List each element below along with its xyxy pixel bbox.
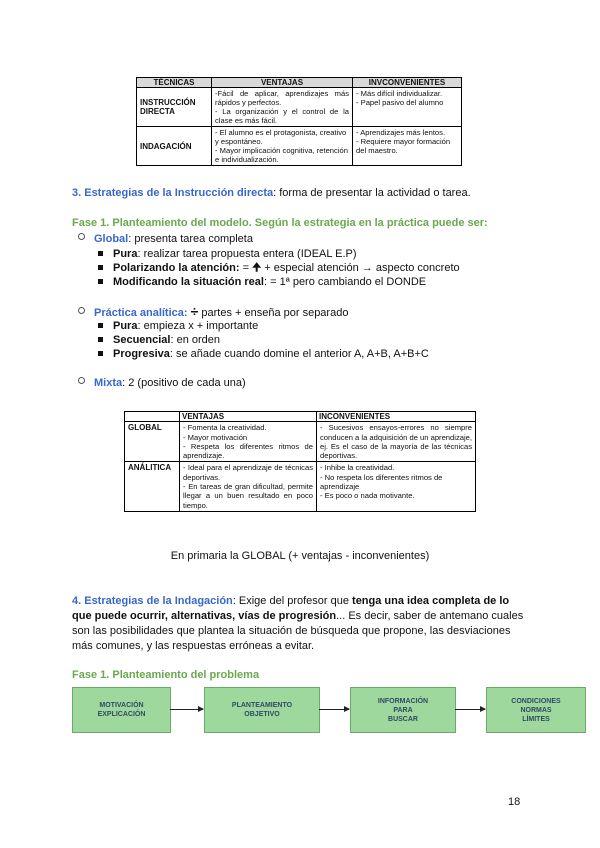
table1-cell-inconvenientes (353, 88, 462, 127)
list-item: Pura: empieza x + importante (98, 320, 258, 333)
global-bullet (78, 233, 253, 246)
cell-line: -Fácil de aplicar, aprendizajes más rápidos y perfectos. (215, 89, 349, 107)
table1-cell-ventajas (212, 88, 353, 127)
fase1-modelo-heading: Fase 1. Planteamiento del modelo. Según la estrategia en la práctica puede ser: (72, 217, 488, 229)
flow-box-condiciones: CONDICIONES NORMAS LÍMITES (486, 687, 586, 733)
flow-arrow-icon (170, 709, 203, 710)
list-item: Modificando la situación real: = 1ª pero cambiando el DONDE (98, 276, 426, 289)
cell-line: - Mayor motivación (183, 432, 248, 442)
table2-cell-inconvenientes (317, 462, 476, 511)
table1-row-name: INDAGACIÓN (137, 127, 212, 166)
list-item: Progresiva: se añade cuando domine el anterior A, A+B, A+B+C (98, 348, 429, 361)
square-bullet-icon (98, 337, 103, 342)
page-number: 18 (508, 796, 521, 808)
section3-heading (72, 187, 471, 200)
table-row (137, 88, 462, 127)
global-text: : presenta tarea completa (128, 233, 253, 245)
global-label: Global (94, 233, 129, 245)
analitica-label: Práctica analítica: (94, 307, 188, 319)
list-item: Pura: realizar tarea propuesta entera (IDEAL E.P) (98, 248, 357, 261)
cell-line: - Respeta los diferentes ritmos de aprendizaje. (183, 441, 313, 461)
cell-line: - Es poco o nada motivante. (320, 491, 415, 501)
table2-header-inconvenientes: INCONVENIENTES (317, 412, 476, 422)
table1-header-tecnicas: TÉCNICAS (137, 78, 212, 88)
list-item: Secuencial: en orden (98, 334, 220, 347)
table2-header-ventajas: VENTAJAS (180, 412, 317, 422)
table-row (137, 127, 462, 166)
cell-line: - Sucesivos ensayos-errores no siempre conducen a la adquisición de un aprendizaje, ej. Es el caso de la mayoría de las técnicas deportivas. (320, 423, 472, 461)
global-vs-analitica-table (124, 411, 476, 512)
divide-icon: ÷ (190, 303, 199, 319)
table2-cell-ventajas (180, 422, 317, 462)
cell-line: - En tareas de gran dificultad, permite llegar a un buen resultado en poco tiempo. (183, 482, 313, 510)
cell-line: - La organización y el control de la clase es más fácil. (215, 107, 349, 125)
square-bullet-icon (98, 279, 103, 284)
mixta-text: : 2 (positivo de cada una) (122, 377, 246, 389)
cell-line: - Papel pasivo del alumno (356, 98, 444, 107)
cell-line: - Más difícil individualizar. (356, 89, 443, 98)
table1-row-name: INSTRUCCIÓN DIRECTA (137, 88, 212, 127)
flow-box-planteamiento: PLANTEAMIENTO OBJETIVO (204, 687, 320, 733)
fase1-problema-heading: Fase 1. Planteamiento del problema (72, 669, 260, 681)
cell-line: - El alumno es el protagonista, creativo y espontáneo. (215, 128, 347, 146)
cell-line: - Inhibe la creatividad. (320, 463, 395, 473)
table2-header-empty (125, 412, 180, 422)
table1-cell-inconvenientes (353, 127, 462, 166)
table2-cell-ventajas (180, 462, 317, 511)
mixta-label: Mixta (94, 377, 123, 389)
section4-title: 4. Estrategias de la Indagación (72, 595, 233, 607)
flow-arrow-icon (319, 709, 349, 710)
circle-bullet-icon (78, 233, 85, 240)
table2-row-name: ANÁLITICA (125, 462, 180, 511)
table2-row-name: GLOBAL (125, 422, 180, 462)
section3-title: 3. Estrategias de la Instrucción directa (72, 187, 274, 199)
mixta-bullet (78, 377, 246, 390)
list-item: Polarizando la atención: = 🠉 + especial atención → aspecto concreto (98, 262, 460, 275)
flow-box-informacion: INFORMACIÓN PARA BUSCAR (350, 687, 456, 733)
table-row (125, 422, 476, 462)
cell-line: - Requiere mayor formación del maestro. (356, 137, 451, 155)
circle-bullet-icon (78, 377, 85, 384)
square-bullet-icon (98, 323, 103, 328)
table1-header-ventajas: VENTAJAS (212, 78, 353, 88)
cell-line: - No respeta los diferentes ritmos de aprendizaje (320, 472, 443, 492)
flow-box-motivacion: MOTIVACIÓN EXPLICACIÓN (72, 687, 171, 733)
flow-arrow-icon (455, 709, 485, 710)
up-arrow-icon: 🠉 (252, 262, 262, 274)
circle-bullet-icon (78, 307, 85, 314)
square-bullet-icon (98, 265, 103, 270)
analitica-text: partes + enseña por separado (198, 307, 349, 319)
square-bullet-icon (98, 251, 103, 256)
primaria-note: En primaria la GLOBAL (+ ventajas - inconvenientes) (170, 550, 430, 562)
section3-text: : forma de presentar la actividad o tarea. (273, 187, 471, 199)
table-row (125, 462, 476, 511)
section4-paragraph: 4. Estrategias de la Indagación: Exige del profesor que tenga una idea completa de lo que puede ocurrir, alternativas, vías de progresión... Es decir, saber de antemano cuales son las posibilidades que plantea la situación de búsqueda que propone, las desviaciones más comunes, y las respuestas erróneas a evitar. (72, 595, 524, 652)
table1-cell-ventajas (212, 127, 353, 166)
cell-line: - Ideal para el aprendizaje de técnicas deportivas. (183, 463, 313, 482)
table2-cell-inconvenientes (317, 422, 476, 462)
cell-line: - Fomenta la creatividad. (183, 423, 267, 433)
techniques-table (136, 77, 462, 166)
cell-line: - Mayor implicación cognitiva, retención e individualización. (215, 146, 348, 164)
cell-line: - Aprendizajes más lentos. (356, 128, 446, 137)
square-bullet-icon (98, 351, 103, 356)
analitica-bullet (78, 305, 348, 320)
table1-header-inconvenientes: INVCONVENIENTES (353, 78, 462, 88)
